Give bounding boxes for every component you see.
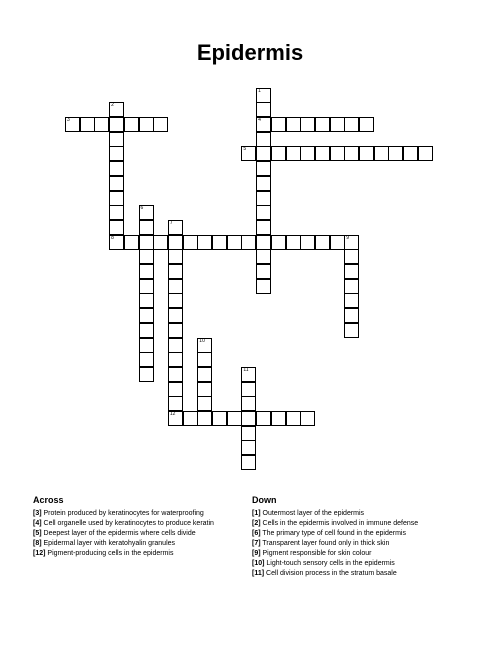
grid-cell <box>241 146 256 161</box>
grid-cell <box>183 235 198 250</box>
clue-number: 2 <box>111 102 114 109</box>
grid-cell <box>197 382 212 397</box>
down-heading: Down <box>252 495 277 505</box>
grid-cell <box>139 205 154 220</box>
grid-cell <box>168 279 183 294</box>
grid-cell <box>418 146 433 161</box>
grid-cell <box>241 382 256 397</box>
grid-cell <box>256 249 271 264</box>
clue-across-3: [3] Protein produced by keratinocytes for waterproofing <box>33 510 204 517</box>
across-heading: Across <box>33 495 64 505</box>
clue-down-2: [2] Cells in the epidermis involved in immune defense <box>252 520 419 527</box>
grid-cell <box>109 146 124 161</box>
grid-cell <box>139 279 154 294</box>
grid-cell <box>197 411 212 426</box>
grid-cell <box>80 117 95 132</box>
grid-cell <box>139 323 154 338</box>
grid-cell <box>344 323 359 338</box>
grid-cell <box>256 132 271 147</box>
clue-across-5: [5] Deepest layer of the epidermis where cells divide <box>33 530 196 537</box>
grid-cell <box>168 323 183 338</box>
clue-across-12: [12] Pigment-producing cells in the epidermis <box>33 550 174 557</box>
grid-cell <box>168 367 183 382</box>
clue-down-7: [7] Transparent layer found only in thick skin <box>252 540 390 547</box>
grid-cell <box>109 191 124 206</box>
grid-cell <box>330 146 345 161</box>
grid-cell <box>197 338 212 353</box>
grid-cell <box>94 117 109 132</box>
grid-cell <box>183 411 198 426</box>
grid-cell <box>256 191 271 206</box>
grid-cell <box>109 102 124 117</box>
grid-cell <box>286 235 301 250</box>
grid-cell <box>271 117 286 132</box>
grid-cell <box>256 146 271 161</box>
down-clues <box>252 495 418 579</box>
clue-number: 1 <box>258 87 261 94</box>
grid-cell <box>330 117 345 132</box>
clue-down-9: [9] Pigment responsible for skin colour <box>252 550 372 557</box>
grid-cell <box>139 293 154 308</box>
clue-number: 4 <box>258 117 261 123</box>
grid-cell <box>139 220 154 235</box>
clue-number: 3 <box>67 117 70 123</box>
grid-cell <box>109 132 124 147</box>
grid-cell <box>388 146 403 161</box>
grid-cell <box>139 264 154 279</box>
grid-cell <box>227 411 242 426</box>
clue-number: 12 <box>169 411 176 417</box>
grid-cell <box>139 352 154 367</box>
grid-cell <box>241 426 256 441</box>
clue-number: 5 <box>243 146 247 153</box>
grid-cell <box>197 396 212 411</box>
page-title: Epidermis <box>196 40 304 65</box>
grid-cell <box>241 367 256 382</box>
across-clues <box>33 495 214 559</box>
grid-cell <box>315 146 330 161</box>
grid-cell <box>256 88 271 103</box>
grid-cell <box>359 117 374 132</box>
grid-cell <box>168 264 183 279</box>
clue-down-10: [10] Light-touch sensory cells in the epidermis <box>252 560 395 567</box>
clue-number: 11 <box>243 366 249 373</box>
grid-cell <box>300 117 315 132</box>
clue-number: 9 <box>346 234 350 241</box>
grid-cell <box>168 249 183 264</box>
clue-number: 8 <box>111 234 114 241</box>
grid-cell <box>359 146 374 161</box>
grid-cell <box>344 146 359 161</box>
grid-cell <box>286 146 301 161</box>
grid-cell <box>168 382 183 397</box>
grid-cell <box>286 117 301 132</box>
grid-cell <box>168 293 183 308</box>
grid-cell <box>403 146 418 161</box>
grid-cell <box>315 235 330 250</box>
grid-cell <box>256 411 271 426</box>
grid-cell <box>168 396 183 411</box>
grid-cell <box>227 235 242 250</box>
grid-cell <box>344 117 359 132</box>
grid-cell <box>65 117 80 132</box>
grid-cell <box>109 205 124 220</box>
grid-cell <box>109 235 124 250</box>
grid-cell <box>271 146 286 161</box>
clue-number: 7 <box>169 219 173 226</box>
grid-cell <box>256 264 271 279</box>
grid-cell <box>300 235 315 250</box>
grid-cell <box>168 338 183 353</box>
clue-across-4: [4] Cell organelle used by keratinocytes to produce keratin <box>33 520 214 527</box>
grid-cell <box>153 235 168 250</box>
grid-cell <box>168 235 183 250</box>
grid-cell <box>197 235 212 250</box>
grid-cell <box>241 235 256 250</box>
clue-across-8: [8] Epidermal layer with keratohyalin granules <box>33 540 176 547</box>
grid-cell <box>344 264 359 279</box>
grid-cell <box>344 293 359 308</box>
grid-cell <box>344 279 359 294</box>
grid-cell <box>256 235 271 250</box>
clue-number: 10 <box>199 337 205 344</box>
grid-cell <box>139 235 154 250</box>
grid-cell <box>168 220 183 235</box>
grid-cell <box>139 117 154 132</box>
grid-cell <box>139 249 154 264</box>
grid-cell <box>139 308 154 323</box>
grid-cell <box>212 411 227 426</box>
grid-cell <box>374 146 389 161</box>
grid-cell <box>168 308 183 323</box>
grid-cell <box>271 235 286 250</box>
clue-down-11: [11] Cell division process in the stratum basale <box>252 570 397 577</box>
grid-cell <box>256 117 271 132</box>
grid-cell <box>109 117 124 132</box>
grid-cell <box>197 367 212 382</box>
grid-cell <box>330 235 345 250</box>
grid-cell <box>344 308 359 323</box>
grid-cell <box>256 176 271 191</box>
grid-cell <box>124 117 139 132</box>
grid-cell <box>109 176 124 191</box>
grid-cell <box>139 367 154 382</box>
grid-cell <box>168 352 183 367</box>
grid-cell <box>109 161 124 176</box>
grid-cell <box>344 249 359 264</box>
grid-cell <box>344 235 359 250</box>
grid-cell <box>256 102 271 117</box>
grid-cell <box>315 117 330 132</box>
grid-cell <box>153 117 168 132</box>
grid-cell <box>241 440 256 455</box>
grid-cell <box>256 220 271 235</box>
grid-cell <box>256 161 271 176</box>
grid-cell <box>256 205 271 220</box>
grid-cell <box>300 411 315 426</box>
grid-cell <box>212 235 227 250</box>
grid-cell <box>139 338 154 353</box>
grid-cell <box>271 411 286 426</box>
grid-cell <box>241 396 256 411</box>
grid-cell <box>109 220 124 235</box>
grid-cell <box>124 235 139 250</box>
grid-cell <box>241 455 256 470</box>
grid-cell <box>241 411 256 426</box>
grid-cell <box>197 352 212 367</box>
clue-down-6: [6] The primary type of cell found in the epidermis <box>252 530 406 537</box>
grid-cell <box>286 411 301 426</box>
grid-cell <box>168 411 183 426</box>
clue-number: 6 <box>140 205 144 212</box>
grid-cell <box>300 146 315 161</box>
grid-cell <box>256 279 271 294</box>
clue-down-1: [1] Outermost layer of the epidermis <box>252 510 365 517</box>
